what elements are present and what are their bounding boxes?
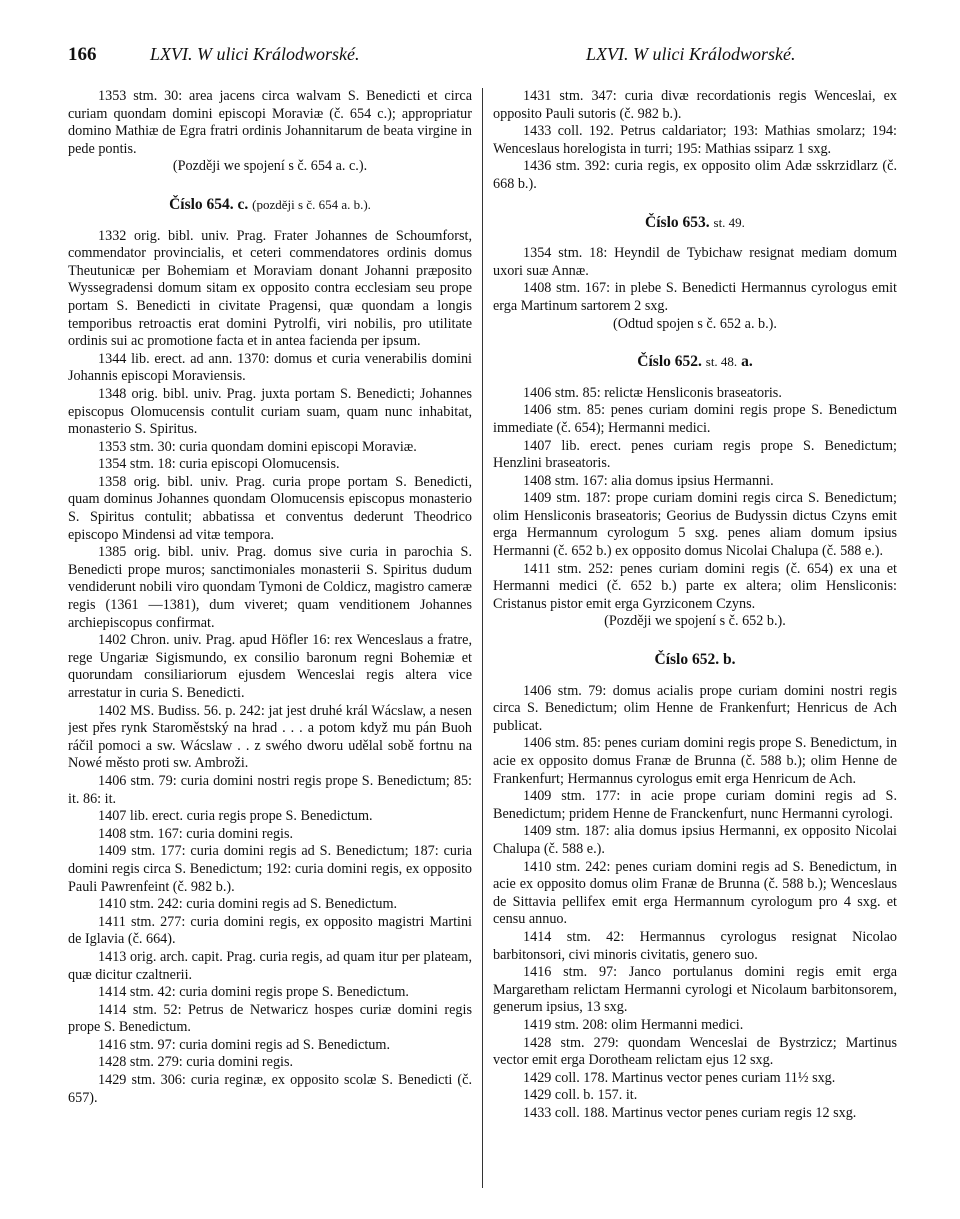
entry-paragraph: 1436 stm. 392: curia regis, ex opposito olim Adæ sskrzidlarz (č. 668 b.).	[493, 158, 897, 192]
entry-paragraph: 1431 stm. 347: curia divæ recordationis regis Wenceslai, ex opposito Pauli sutoris (č. 982 b.).	[493, 88, 897, 122]
entry-paragraph: 1402 MS. Budiss. 56. p. 242: jat jest druhé král Wácslaw, a nesen jest přes rynk Staroměstský na hrad . . . a potom když mu pán Buoh ráčil pomoci a sw. Wácslaw . . z swého dworu udělal sobě fortnu na Nowé město proti sw. Ambroži.	[68, 702, 472, 772]
cross-reference-note: (Odtud spojen s č. 652 a. b.).	[613, 315, 777, 332]
entry-paragraph: 1353 stm. 30: curia quondam domini episcopi Moraviæ.	[98, 438, 417, 455]
entry-paragraph: 1428 stm. 279: curia domini regis.	[98, 1054, 294, 1071]
left-entries	[68, 228, 472, 1108]
entry-paragraph: 1416 stm. 97: Janco portulanus domini regis emit erga Margaretham relictam Hermanni cyrologi et Nicolaum barbitonsorem, generum ipsius, 13 sxg.	[493, 964, 897, 1016]
entry-paragraph: 1354 stm. 18: curia episcopi Olomucensis.	[98, 456, 340, 473]
cross-reference-note: (Později we spojení s č. 654 a. c.).	[172, 158, 368, 175]
right-running-title: LXVI. W ulici Králodworské.	[586, 44, 796, 64]
entry-paragraph: 1411 stm. 252: penes curiam domini regis (č. 654) ex una et Hermanni medici (č. 652 b.) parte ex altera; olim Hensliconis: Cristanus pistor emit erga Gyrziconem Czyns.	[493, 560, 897, 612]
entry-paragraph: 1406 stm. 85: penes curiam domini regis prope S. Benedictum, in acie ex opposito domus Franæ de Brunna (č. 588 b.); olim Henne de Frankenfurt; Hermannus cyrologus emit erga Henricum de Ach.	[493, 735, 897, 787]
entry-paragraph: 1354 stm. 18: Heyndil de Tybichaw resignat mediam domum uxori suæ Annæ.	[493, 245, 897, 279]
entry-paragraph: 1429 coll. 178. Martinus vector penes curiam 11½ sxg.	[523, 1069, 836, 1086]
entry-paragraph: 1332 orig. bibl. univ. Prag. Frater Johannes de Schoumforst, commendator provincialis, et ceteri commendatores ordinis domus Theutunicæ per Bohemiam et Moraviam donant Johanni præposito Wyssegradensi domum sitam ex opposito contra ecclesiam seu prope portam S. Benedicti in civitate Pragensi, quæ quondam a longis temporibus retroactis erat domini Pytrolfi, viri nobilis, pro utilitate ordinis sui ac promotione facta et in antea facienda per ipsum.	[68, 227, 472, 350]
right-top-entries	[493, 88, 897, 194]
right-column	[493, 88, 897, 1188]
entry-paragraph: 1348 orig. bibl. univ. Prag. juxta portam S. Benedicti; Johannes episcopus Olomucensis contulit curiam suam, quam nunc inhabitat, monasterio S. Spiritus.	[68, 385, 472, 438]
left-column	[68, 88, 472, 1188]
entry-paragraph: 1419 stm. 208: olim Hermanni medici.	[523, 1016, 744, 1033]
entry-paragraph: 1408 stm. 167: curia domini regis.	[98, 825, 294, 842]
page-number: 166	[68, 44, 97, 65]
entry-paragraph: 1409 stm. 187: alia domus ipsius Hermanni, ex opposito Nicolai Chalupa (č. 588 e.).	[493, 823, 897, 857]
entry-paragraph: 1414 stm. 42: Hermannus cyrologus resignat Nicolao barbitonsori, civi minoris civitatis, genero suo.	[493, 928, 897, 963]
entry-paragraph: 1433 coll. 192. Petrus caldariator; 193: Mathias smolarz; 194: Wenceslaus horelogista in turri; 195: Mathias ssiparz 1 sxg.	[493, 123, 897, 157]
entries-652b	[493, 683, 897, 1123]
entries-652a	[493, 385, 897, 614]
entry-paragraph: 1429 coll. b. 157. it.	[523, 1087, 638, 1104]
entry-paragraph: 1407 lib. erect. penes curiam regis prope S. Benedictum; Henzlini braseatoris.	[493, 437, 897, 472]
entry-paragraph: 1429 stm. 306: curia reginæ, ex opposito scolæ S. Benedicti (č. 657).	[68, 1072, 472, 1106]
entry-paragraph: 1409 stm. 177: in acie prope curiam domini regis ad S. Benedictum; pridem Henne de Franckenfurt, nunc Hermanni cyrologi.	[493, 788, 897, 822]
entries-653	[493, 245, 897, 315]
section-heading-652a: Číslo 652. st. 48. a.	[637, 353, 753, 371]
entry-paragraph: 1411 stm. 277: curia domini regis, ex opposito magistri Martini de Iglavia (č. 664).	[68, 913, 472, 948]
entry-paragraph: 1408 stm. 167: in plebe S. Benedicti Hermannus cyrologus emit erga Martinum sartorem 2 sxg.	[493, 280, 897, 314]
entry-paragraph: 1409 stm. 187: prope curiam domini regis circa S. Benedictum; olim Hensliconis braseatoris; Georius de Budyssin dictus Czyns emit erga Hermannum cyrologum 5 sxg. penes aliam domum ipsius Hermanni (č. 652 b.) ex opposito domus Nicolai Chalupa (č. 588 e.).	[493, 490, 897, 560]
section-heading-654c: Číslo 654. c. (později s č. 654 a. b.).	[169, 195, 371, 213]
entry-paragraph: 1414 stm. 52: Petrus de Netwaricz hospes curiæ domini regis prope S. Benedictum.	[68, 1001, 472, 1036]
cross-reference-note: (Později we spojení s č. 652 b.).	[604, 613, 786, 630]
entry-paragraph: 1406 stm. 85: penes curiam domini regis prope S. Benedictum immediate (č. 654); Hermanni medici.	[493, 402, 897, 436]
column-divider	[482, 88, 483, 1188]
entry-paragraph: 1428 stm. 279: quondam Wenceslai de Bystrzicz; Martinus vector emit erga Dorotheam relictam ejus 12 sxg.	[493, 1034, 897, 1069]
entry-paragraph: 1358 orig. bibl. univ. Prag. curia prope portam S. Benedicti, quam dominus Johannes quondam Olomucensis episcopus monasterio S. Spiritus contulit; abbatissa et conventus dederunt Theodrico episcopo Mindensi ad vitæ tempora.	[68, 473, 472, 543]
entry-paragraph: 1353 stm. 30: area jacens circa walvam S. Benedicti et circa curiam quondam domini episcopi Moraviæ (č. 654 c.); appropriatur domino Mathiæ de Egra fratri ordinis Johannitarum de beata virgine in pede pontis.	[68, 88, 472, 157]
section-heading-652b: Číslo 652. b.	[654, 651, 736, 669]
entry-paragraph: 1344 lib. erect. ad ann. 1370: domus et curia venerabilis domini Johannis episcopi Moraviensis.	[68, 350, 472, 385]
entry-paragraph: 1406 stm. 79: curia domini nostri regis prope S. Benedictum; 85: it. 86: it.	[68, 772, 472, 807]
entry-paragraph: 1406 stm. 79: domus acialis prope curiam domini nostri regis circa S. Benedictum; olim Henne de Frankenfurt; Henricus de Ach publicat.	[493, 682, 897, 734]
entry-paragraph: 1408 stm. 167: alia domus ipsius Hermanni.	[523, 472, 774, 489]
entry-paragraph: 1402 Chron. univ. Prag. apud Höfler 16: rex Wenceslaus a fratre, rege Ungariæ Sigismundo, ex consilio baronum regni Bohemiæ et quorundam consiliariorum ejusdem Wenceslai regis altera vice arrestatur in curia S. Benedicti.	[68, 632, 472, 701]
entry-paragraph: 1410 stm. 242: curia domini regis ad S. Benedictum.	[98, 896, 398, 913]
section-heading-653: Číslo 653. st. 49.	[645, 213, 745, 231]
entry-paragraph: 1406 stm. 85: relictæ Hensliconis braseatoris.	[523, 384, 782, 401]
entry-paragraph: 1410 stm. 242: penes curiam domini regis ad S. Benedictum, in acie ex opposito domus olim Franæ de Brunna (č. 588 b.); Wenceslaus de Sittavia pellifex emit erga Hermannum cyrologum pro 4 sxg. et censu annuo.	[493, 858, 897, 928]
entry-paragraph: 1409 stm. 177: curia domini regis ad S. Benedictum; 187: curia domini regis circa S. Benedictum; 192: curia domini regis, ex opposito Pauli Pawrenfeint (č. 982 b.).	[68, 843, 472, 895]
entry-paragraph: 1414 stm. 42: curia domini regis prope S. Benedictum.	[98, 984, 409, 1001]
entry-paragraph: 1407 lib. erect. curia regis prope S. Benedictum.	[98, 808, 373, 825]
left-running-title: LXVI. W ulici Králodworské.	[150, 44, 360, 64]
entry-paragraph: 1385 orig. bibl. univ. Prag. domus sive curia in parochia S. Benedicti prope muros; sanctimoniales monasterii S. Spiritus dudum vendiderunt nobili viro quondam Tymoni de Coldicz, magistro cameræ regis (1361 —1381), dum viveret; quam venditionem Johannes archiepiscopus confirmat.	[68, 544, 472, 631]
entry-paragraph: 1433 coll. 188. Martinus vector penes curiam regis 12 sxg.	[523, 1104, 857, 1121]
entry-paragraph: 1416 stm. 97: curia domini regis ad S. Benedictum.	[98, 1036, 390, 1053]
entry-paragraph: 1413 orig. arch. capit. Prag. curia regis, ad quam itur per plateam, quæ dicitur czaltnerii.	[68, 948, 472, 983]
